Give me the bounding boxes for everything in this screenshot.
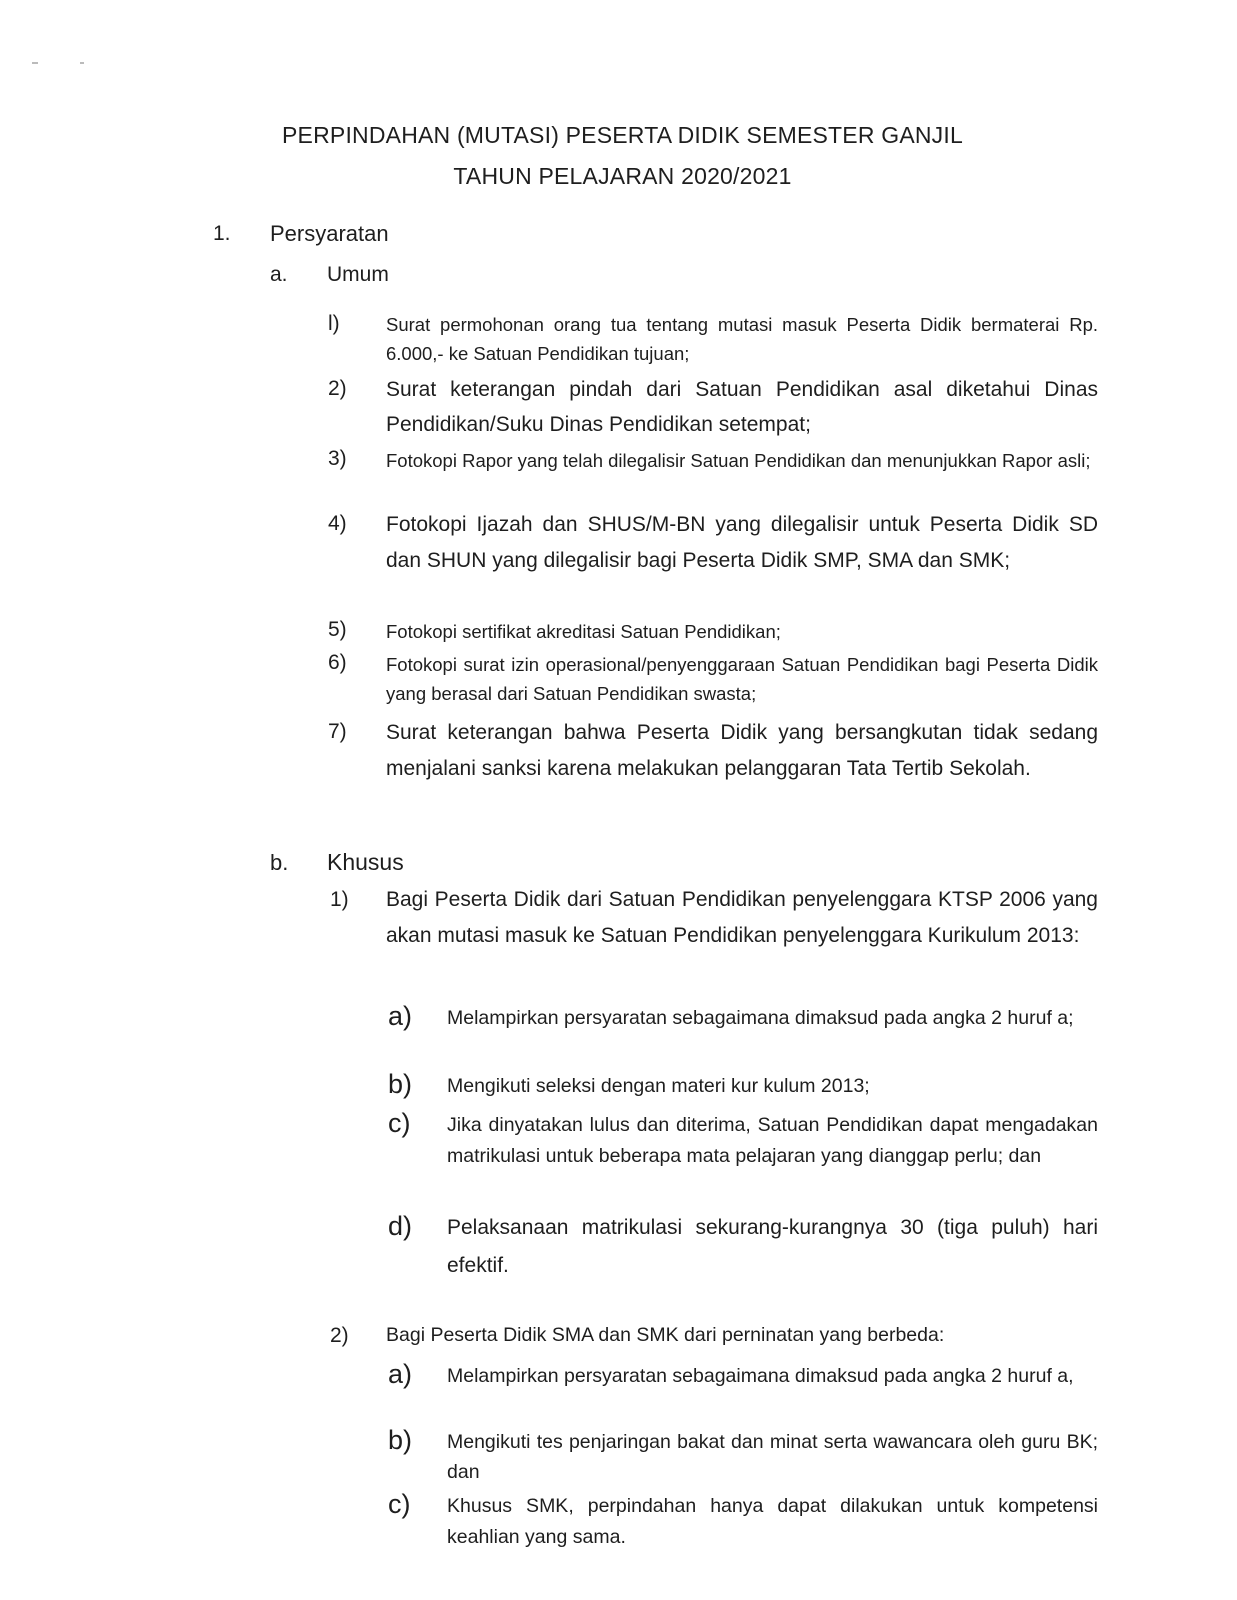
subsection-letter: b.: [270, 850, 289, 875]
item-number: 1): [330, 888, 349, 911]
scan-speck: [80, 62, 84, 64]
subitem-text: Pelaksanaan matrikulasi sekurang-kurangnya 30 (tiga puluh) hari efektif.: [447, 1216, 1098, 1277]
subsection-heading-umum: Umum: [327, 263, 389, 286]
subitem-text: Khusus SMK, perpindahan hanya dapat dilakukan untuk kompetensi keahlian yang sama.: [447, 1495, 1098, 1548]
document-title-line2: TAHUN PELAJARAN 2020/2021: [453, 163, 792, 189]
document-title-line1: PERPINDAHAN (MUTASI) PESERTA DIDIK SEMESTER GANJIL: [282, 122, 963, 148]
subitem-text: Mengikuti tes penjaringan bakat dan minat serta wawancara oleh guru BK; dan: [447, 1431, 1098, 1483]
subitem-letter: c): [388, 1108, 411, 1138]
subitem-letter: a): [388, 1359, 413, 1389]
subsection-heading-khusus: Khusus: [327, 849, 404, 875]
item-text: Fotokopi Rapor yang telah dilegalisir Satuan Pendidikan dan menunjukkan Rapor asli;: [386, 450, 1091, 471]
subitem-letter: c): [388, 1489, 411, 1519]
subsection-letter: a.: [270, 263, 288, 286]
subitem-letter: d): [388, 1211, 413, 1241]
subitem-text: Mengikuti seleksi dengan materi kur kulum 2013;: [447, 1075, 870, 1097]
item-number: 2): [328, 377, 347, 400]
item-text: Bagi Peserta Didik SMA dan SMK dari perninatan yang berbeda:: [386, 1324, 945, 1346]
item-number: 3): [328, 447, 347, 470]
subitem-text: Melampirkan persyaratan sebagaimana dimaksud pada angka 2 huruf a,: [447, 1365, 1074, 1387]
subitem-text: Jika dinyatakan lulus dan diterima, Satuan Pendidikan dapat mengadakan matrikulasi untuk beberapa mata pelajaran yang dianggap perlu; dan: [447, 1114, 1098, 1167]
item-text: Fotokopi sertifikat akreditasi Satuan Pendidikan;: [386, 621, 781, 642]
subitem-letter: b): [388, 1069, 413, 1099]
item-text: Fotokopi Ijazah dan SHUS/M-BN yang dilegalisir untuk Peserta Didik SD dan SHUN yang dilegalisir bagi Peserta Didik SMP, SMA dan SMK;: [386, 513, 1098, 572]
scan-speck: [32, 62, 38, 64]
item-number: 2): [330, 1324, 349, 1347]
item-text: Surat keterangan pindah dari Satuan Pendidikan asal diketahui Dinas Pendidikan/Suku Dinas Pendidikan setempat;: [386, 378, 1098, 436]
section-heading: Persyaratan: [270, 221, 389, 246]
item-text: Fotokopi surat izin operasional/penyenggaraan Satuan Pendidikan bagi Peserta Didik yang berasal dari Satuan Pendidikan swasta;: [386, 654, 1098, 704]
item-number: 6): [328, 651, 347, 674]
item-number: 4): [328, 512, 347, 535]
subitem-letter: a): [388, 1001, 413, 1031]
item-number: 5): [328, 618, 347, 641]
section-number: 1.: [213, 222, 231, 245]
subitem-letter: b): [388, 1425, 413, 1455]
item-text: Bagi Peserta Didik dari Satuan Pendidikan penyelenggara KTSP 2006 yang akan mutasi masuk ke Satuan Pendidikan penyelenggara Kurikulum 2013:: [386, 888, 1098, 947]
item-number: l): [328, 312, 340, 335]
item-number: 7): [328, 720, 347, 743]
item-text: Surat permohonan orang tua tentang mutasi masuk Peserta Didik bermaterai Rp. 6.000,- ke Satuan Pendidikan tujuan;: [386, 314, 1098, 364]
subitem-text: Melampirkan persyaratan sebagaimana dimaksud pada angka 2 huruf a;: [447, 1007, 1074, 1029]
item-text: Surat keterangan bahwa Peserta Didik yang bersangkutan tidak sedang menjalani sanksi karena melakukan pelanggaran Tata Tertib Sekolah.: [386, 721, 1098, 780]
